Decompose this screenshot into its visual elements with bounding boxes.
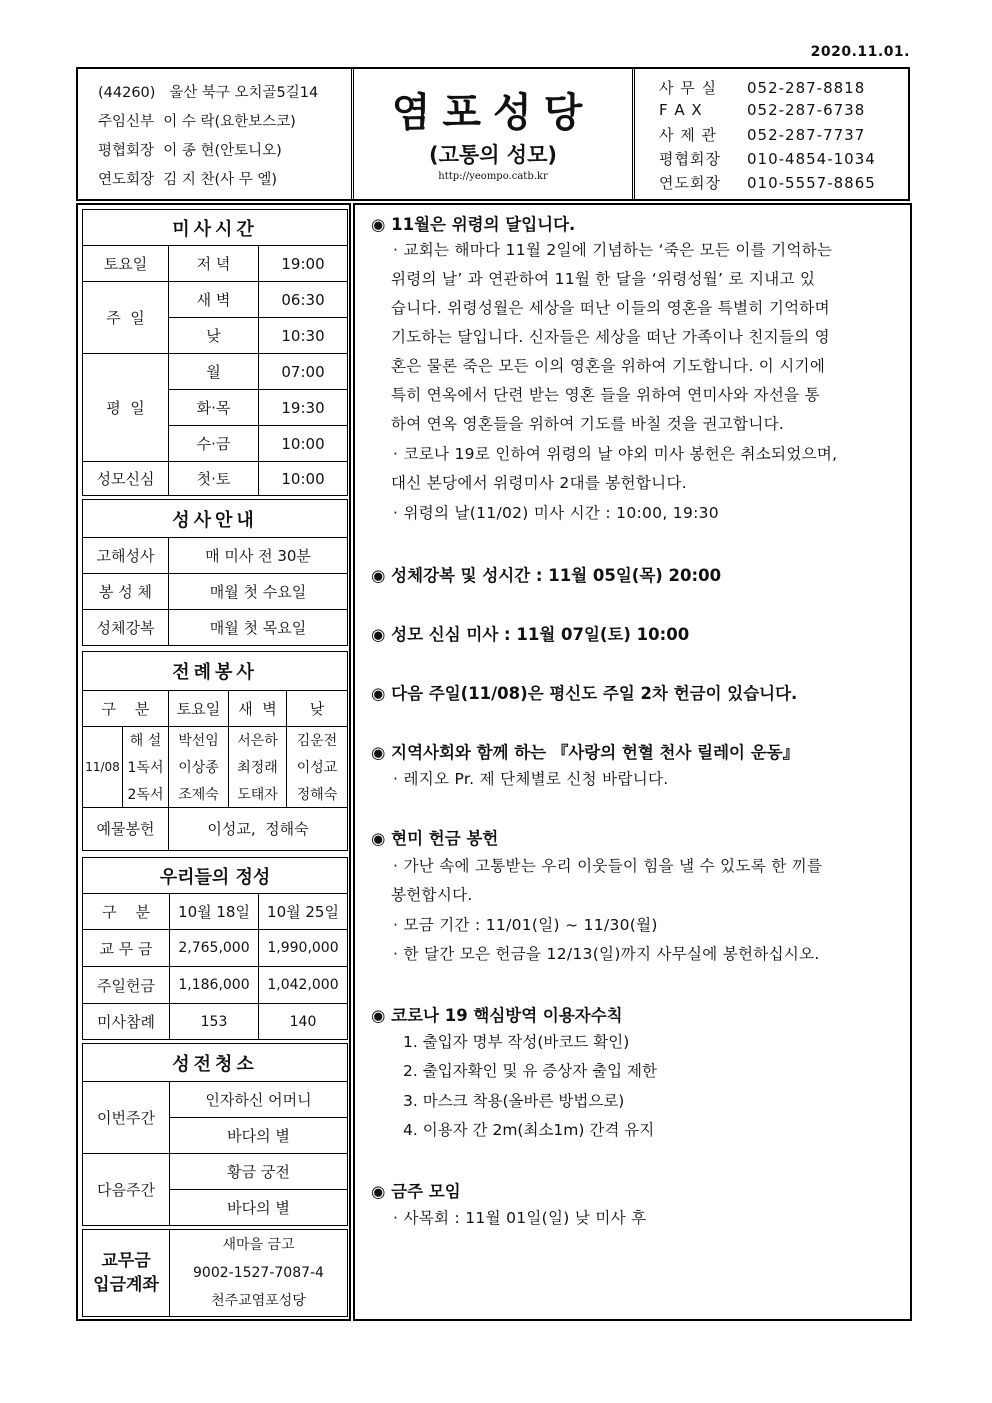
phone-value: 052-287-7737 [747,126,866,144]
header [76,67,910,201]
header-contacts-left [78,69,354,199]
sacrament-table [82,499,348,646]
offering-count: 140 [259,1004,348,1040]
council-president-row [98,139,282,160]
mass-times-table [82,209,348,496]
header-contacts-right [632,69,908,199]
address: 울산 북구 오치골5길14 [169,85,319,101]
sacrament-value: 매월 첫 목요일 [169,610,348,646]
liturgy-header: 구 분 [83,690,169,727]
phone-label: 사 무 실 [659,79,718,97]
pastor-name: 이 수 락(요한보스코) [163,114,296,130]
sacrament-label: 고해성사 [83,538,169,574]
header-title-block [354,69,632,199]
right-column-notices [353,203,912,1321]
notice-line: 특히 연옥에서 단련 받는 영혼 들을 위하여 연미사와 자선을 통 [391,386,820,404]
offering-gift-label: 예물봉헌 [83,807,169,850]
time-value: 10:30 [259,318,348,354]
yeondo-president-label: 연도회장 [98,172,155,188]
notice-adoration [371,562,721,586]
cleaning-group: 황금 궁전 [170,1154,348,1190]
parish-subtitle: (고통의 성모) [429,143,557,167]
notice-weekly-meetings [371,1178,461,1202]
time-value: 10:00 [259,426,348,462]
notice-line: · 레지오 Pr. 제 단체별로 신청 바랍니다. [393,770,669,788]
offering-title: 우리들의 정성 [83,858,348,894]
weekday-label: 평 일 [83,354,169,462]
liturgy-person: 도태자 [229,781,287,808]
liturgy-person: 조제숙 [169,781,229,808]
account-label [83,1230,170,1317]
bullet-icon: ◉ [371,743,386,762]
sacrament-value: 매 미사 전 30분 [169,538,348,574]
notice-line: · 교회는 해마다 11월 2일에 기념하는 ‘죽은 모든 이를 기억하는 [393,241,833,259]
time-label: 첫·토 [169,462,259,496]
council-president-label: 평협회장 [98,143,155,159]
account-table [82,1229,348,1317]
phone-value: 052-287-8818 [747,79,866,97]
notice-marian-mass [371,621,689,645]
marian-label: 성모신심 [83,462,169,496]
phone-yeondo [659,172,876,193]
offering-header: 10월 18일 [170,894,259,930]
council-president-name: 이 종 현(안토니오) [163,143,282,159]
offering-gift-value: 이성교, 정해숙 [169,807,348,850]
offering-amount: 2,765,000 [170,930,259,967]
liturgy-header: 새 벽 [229,690,287,727]
bullet-icon: ◉ [371,215,386,234]
phone-value: 010-5557-8865 [747,174,876,192]
bullet-icon: ◉ [371,1182,386,1201]
time-value: 10:00 [259,462,348,496]
offering-amount: 1,990,000 [259,930,348,967]
saturday-label: 토요일 [83,246,169,282]
postal-code-label: (44260) [98,85,156,101]
offering-table [82,857,348,1040]
phone-value: 052-287-6738 [747,101,866,119]
next-week-label: 다음주간 [83,1154,170,1226]
offering-label: 미사참례 [83,1004,170,1040]
liturgy-person: 이성교 [287,754,348,781]
notice-wiryeong-month [371,211,575,235]
notice-line: · 모금 기간 : 11/01(일) ~ 11/30(월) [393,916,658,934]
account-number: 9002-1527-7087-4 [193,1265,324,1281]
this-week-label: 이번주간 [83,1082,170,1154]
time-label: 수·금 [169,426,259,462]
notice-line: 기도하는 달입니다. 신자들은 세상을 떠난 가족이나 친지들의 영 [391,328,830,346]
time-value: 19:30 [259,390,348,426]
notice-line: · 위령의 날(11/02) 미사 시간 : 10:00, 19:30 [393,504,719,522]
notice-line: 대신 본당에서 위령미사 2대를 봉헌합니다. [391,474,687,492]
notice-line: 봉헌합시다. [391,886,473,904]
cleaning-title: 성전청소 [83,1044,348,1082]
cleaning-group: 인자하신 어머니 [170,1082,348,1118]
liturgy-role: 해 설 [123,727,169,754]
liturgy-person: 이상종 [169,754,229,781]
notice-line: · 사목회 : 11월 01일(일) 낮 미사 후 [393,1209,647,1227]
yeondo-president-name: 김 지 찬(사 무 엘) [163,172,278,188]
liturgy-header: 낮 [287,690,348,727]
bullet-icon: ◉ [371,684,386,703]
left-column [76,203,351,1321]
notice-laity-sunday [371,680,797,704]
covid-rule-item: 4. 이용자 간 2m(최소1m) 간격 유지 [403,1121,655,1139]
time-label: 화·목 [169,390,259,426]
notice-line: 하여 연옥 영혼들을 위하여 기도를 바칠 것을 권고합니다. [391,415,785,433]
phone-label: 연도회장 [659,174,721,192]
phone-fax [659,101,865,119]
time-value: 07:00 [259,354,348,390]
notice-title: 성모 신심 미사 : 11월 07일(토) 10:00 [391,625,690,644]
notice-rice-offering [371,825,498,849]
pastor-label: 주임신부 [98,114,155,130]
mass-times-title: 미사시간 [83,210,348,246]
sacrament-title: 성사안내 [83,500,348,538]
offering-label: 교 무 금 [83,930,170,967]
time-label: 월 [169,354,259,390]
phone-office [659,77,865,98]
time-label: 낮 [169,318,259,354]
bullet-icon: ◉ [371,625,386,644]
liturgy-role: 2독서 [123,781,169,808]
cleaning-group: 바다의 별 [170,1118,348,1154]
notice-title: 현미 헌금 봉헌 [391,829,499,848]
account-label-line: 교무금 [101,1251,151,1271]
liturgy-table [82,651,348,851]
parish-name: 염포성당 [391,90,595,136]
yeondo-president-row [98,168,277,189]
phone-label: 사 제 관 [659,126,718,144]
liturgy-person: 서은하 [229,727,287,754]
notice-line: · 코로나 19로 인하여 위령의 날 야외 미사 봉헌은 취소되었으며, [393,445,838,463]
covid-rule-item: 1. 출입자 명부 작성(바코드 확인) [403,1033,630,1051]
notice-line: 위령의 날’ 과 연관하여 11월 한 달을 ‘위령성월’ 로 지내고 있 [391,270,816,288]
phone-label: 평협회장 [659,150,721,168]
phone-rectory [659,124,865,145]
pastor-row [98,110,296,131]
offering-count: 153 [170,1004,259,1040]
liturgy-person: 최정래 [229,754,287,781]
offering-label: 주일헌금 [83,967,170,1004]
liturgy-person: 김운전 [287,727,348,754]
sacrament-label: 봉 성 체 [83,574,169,610]
notice-line: · 한 달간 모은 헌금을 12/13(일)까지 사무실에 봉헌하십시오. [393,945,820,963]
notice-title: 코로나 19 핵심방역 이용자수칙 [391,1006,623,1025]
notice-line: · 가난 속에 고통받는 우리 이웃들이 힘을 낼 수 있도록 한 끼를 [393,857,823,875]
offering-header: 구 분 [83,894,170,930]
offering-header: 10월 25일 [259,894,348,930]
notice-blood-donation [371,739,799,763]
notice-line: 습니다. 위령성월은 세상을 떠난 이들의 영혼을 특별히 기억하며 [391,299,830,317]
notice-title: 성체강복 및 성시간 : 11월 05일(목) 20:00 [391,566,722,585]
notice-title: 11월은 위령의 달입니다. [391,215,576,234]
bullet-icon: ◉ [371,1006,386,1025]
liturgy-role: 1독서 [123,754,169,781]
phone-value: 010-4854-1034 [747,150,876,168]
bank-name: 새마을 금고 [222,1237,295,1253]
parish-url[interactable]: http://yeompo.catb.kr [438,171,548,182]
notice-title: 다음 주일(11/08)은 평신도 주일 2차 헌금이 있습니다. [391,684,798,703]
phone-council [659,148,876,169]
bullet-icon: ◉ [371,829,386,848]
liturgy-header: 토요일 [169,690,229,727]
time-value: 19:00 [259,246,348,282]
notice-title: 지역사회와 함께 하는 『사랑의 헌혈 천사 릴레이 운동』 [391,743,800,762]
notice-line: 혼은 물론 죽은 모든 이의 영혼을 위하여 기도합니다. 이 시기에 [391,357,826,375]
account-details [170,1230,348,1317]
time-label: 저 녁 [169,246,259,282]
sunday-label: 주 일 [83,282,169,354]
postal-code [98,81,318,102]
phone-label: F A X [659,101,703,119]
bulletin-date: 2020.11.01. [810,44,910,60]
time-label: 새 벽 [169,282,259,318]
account-label-line: 입금계좌 [93,1275,159,1295]
cleaning-table [82,1043,348,1226]
covid-rule-item: 3. 마스크 착용(올바른 방법으로) [403,1092,625,1110]
time-value: 06:30 [259,282,348,318]
bullet-icon: ◉ [371,566,386,585]
sacrament-value: 매월 첫 수요일 [169,574,348,610]
liturgy-person: 박선임 [169,727,229,754]
cleaning-group: 바다의 별 [170,1190,348,1226]
notice-title: 금주 모임 [391,1182,461,1201]
offering-amount: 1,186,000 [170,967,259,1004]
liturgy-title: 전례봉사 [83,652,348,691]
account-holder: 천주교염포성당 [211,1293,306,1309]
covid-rule-item: 2. 출입자확인 및 유 증상자 출입 제한 [403,1062,657,1080]
offering-amount: 1,042,000 [259,967,348,1004]
sacrament-label: 성체강복 [83,610,169,646]
notice-covid-rules [371,1002,623,1026]
liturgy-person: 정해숙 [287,781,348,808]
liturgy-date: 11/08 [83,727,123,808]
